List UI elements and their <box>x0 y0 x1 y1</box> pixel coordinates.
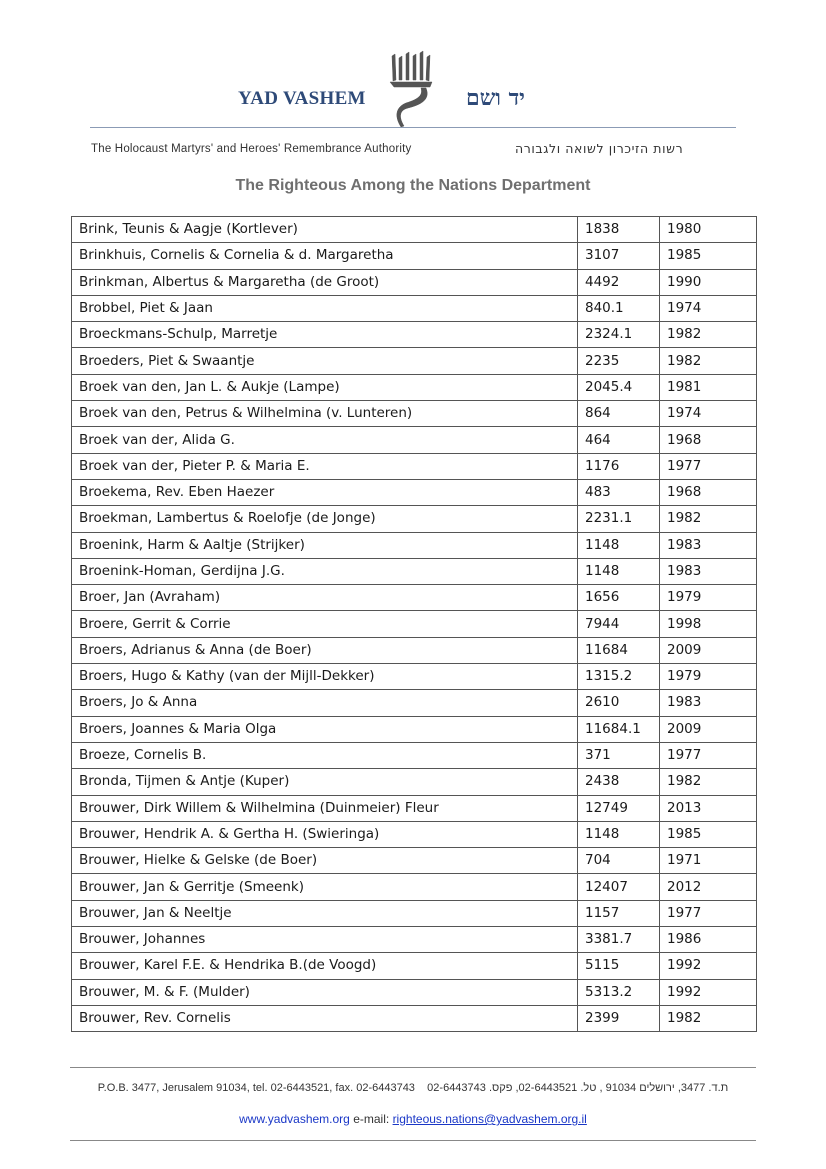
record-file-cell: 1176 <box>578 453 660 479</box>
record-file-cell: 2399 <box>578 1005 660 1031</box>
logo-text-he: יד ושם <box>466 85 525 111</box>
record-year-cell: 1968 <box>660 427 757 453</box>
record-name-cell: Brouwer, Hielke & Gelske (de Boer) <box>72 848 578 874</box>
table-row <box>72 243 757 269</box>
department-title: The Righteous Among the Nations Department <box>235 177 591 194</box>
authority-name-en: The Holocaust Martyrs' and Heroes' Remembrance Authority <box>91 143 412 155</box>
record-name-cell: Bronda, Tijmen & Antje (Kuper) <box>72 769 578 795</box>
record-year-cell: 1977 <box>660 742 757 768</box>
table-row <box>72 506 757 532</box>
record-year-cell: 1974 <box>660 295 757 321</box>
table-row <box>72 401 757 427</box>
record-file-cell: 1315.2 <box>578 664 660 690</box>
record-year-cell: 1977 <box>660 453 757 479</box>
record-year-cell: 1983 <box>660 532 757 558</box>
email-label: e-mail: <box>353 1112 390 1126</box>
record-year-cell: 1983 <box>660 690 757 716</box>
record-name-cell: Brouwer, M. & F. (Mulder) <box>72 979 578 1005</box>
record-name-cell: Brink, Teunis & Aagje (Kortlever) <box>72 217 578 243</box>
table-row <box>72 269 757 295</box>
record-file-cell: 1148 <box>578 532 660 558</box>
record-file-cell: 2324.1 <box>578 322 660 348</box>
record-year-cell: 1982 <box>660 769 757 795</box>
footer-contact <box>0 1112 826 1126</box>
record-year-cell: 1982 <box>660 506 757 532</box>
record-file-cell: 840.1 <box>578 295 660 321</box>
authority-name-he: רשות הזיכרון לשואה ולגבורה <box>515 141 684 156</box>
table-row <box>72 611 757 637</box>
table-row <box>72 742 757 768</box>
table-row <box>72 427 757 453</box>
table-row <box>72 217 757 243</box>
record-file-cell: 11684 <box>578 637 660 663</box>
table-row <box>72 690 757 716</box>
record-year-cell: 1998 <box>660 611 757 637</box>
address-he: ת.ד. 3477, ירושלים 91034 , טל. 02-6443521, פקס. 02-6443743 <box>427 1082 729 1094</box>
table-row <box>72 348 757 374</box>
record-name-cell: Brouwer, Hendrik A. & Gertha H. (Swieringa) <box>72 821 578 847</box>
record-year-cell: 1968 <box>660 479 757 505</box>
record-name-cell: Broenink-Homan, Gerdijna J.G. <box>72 558 578 584</box>
record-file-cell: 5115 <box>578 953 660 979</box>
record-name-cell: Broers, Joannes & Maria Olga <box>72 716 578 742</box>
record-year-cell: 1985 <box>660 243 757 269</box>
record-name-cell: Broers, Jo & Anna <box>72 690 578 716</box>
record-name-cell: Broek van der, Alida G. <box>72 427 578 453</box>
record-file-cell: 2610 <box>578 690 660 716</box>
record-name-cell: Brouwer, Jan & Neeltje <box>72 900 578 926</box>
table-row <box>72 795 757 821</box>
table-row <box>72 1005 757 1031</box>
record-name-cell: Broekman, Lambertus & Roelofje (de Jonge) <box>72 506 578 532</box>
record-name-cell: Brouwer, Johannes <box>72 927 578 953</box>
record-year-cell: 2009 <box>660 716 757 742</box>
record-file-cell: 864 <box>578 401 660 427</box>
record-name-cell: Broers, Adrianus & Anna (de Boer) <box>72 637 578 663</box>
record-file-cell: 12749 <box>578 795 660 821</box>
record-year-cell: 1980 <box>660 217 757 243</box>
table-row <box>72 374 757 400</box>
record-year-cell: 1986 <box>660 927 757 953</box>
record-name-cell: Brobbel, Piet & Jaan <box>72 295 578 321</box>
record-name-cell: Brouwer, Karel F.E. & Hendrika B.(de Voogd) <box>72 953 578 979</box>
record-year-cell: 1979 <box>660 585 757 611</box>
record-name-cell: Broer, Jan (Avraham) <box>72 585 578 611</box>
record-year-cell: 2013 <box>660 795 757 821</box>
table-row <box>72 479 757 505</box>
table-row <box>72 927 757 953</box>
righteous-records-table <box>71 216 757 1032</box>
record-year-cell: 1977 <box>660 900 757 926</box>
record-name-cell: Broers, Hugo & Kathy (van der Mijll-Dekker) <box>72 664 578 690</box>
record-year-cell: 1992 <box>660 953 757 979</box>
table-row <box>72 664 757 690</box>
email-link[interactable]: righteous.nations@yadvashem.org.il <box>392 1112 587 1126</box>
letterhead <box>0 0 826 200</box>
record-name-cell: Broeze, Cornelis B. <box>72 742 578 768</box>
table-row <box>72 848 757 874</box>
record-name-cell: Broeders, Piet & Swaantje <box>72 348 578 374</box>
record-name-cell: Brinkman, Albertus & Margaretha (de Groot) <box>72 269 578 295</box>
record-file-cell: 483 <box>578 479 660 505</box>
record-year-cell: 1979 <box>660 664 757 690</box>
record-name-cell: Brouwer, Jan & Gerritje (Smeenk) <box>72 874 578 900</box>
record-year-cell: 1982 <box>660 1005 757 1031</box>
record-name-cell: Broeckmans-Schulp, Marretje <box>72 322 578 348</box>
record-year-cell: 2012 <box>660 874 757 900</box>
record-name-cell: Broekema, Rev. Eben Haezer <box>72 479 578 505</box>
record-file-cell: 2231.1 <box>578 506 660 532</box>
record-name-cell: Broenink, Harm & Aaltje (Strijker) <box>72 532 578 558</box>
table-row <box>72 453 757 479</box>
record-year-cell: 2009 <box>660 637 757 663</box>
record-file-cell: 1148 <box>578 558 660 584</box>
record-file-cell: 1838 <box>578 217 660 243</box>
record-file-cell: 1148 <box>578 821 660 847</box>
record-name-cell: Broek van den, Petrus & Wilhelmina (v. Lunteren) <box>72 401 578 427</box>
record-name-cell: Broek van der, Pieter P. & Maria E. <box>72 453 578 479</box>
record-year-cell: 1982 <box>660 322 757 348</box>
footer-address <box>0 1082 826 1094</box>
records-table-body <box>72 217 757 1032</box>
record-file-cell: 1157 <box>578 900 660 926</box>
table-row <box>72 874 757 900</box>
footer-divider-bottom <box>70 1140 756 1141</box>
record-year-cell: 1992 <box>660 979 757 1005</box>
table-row <box>72 637 757 663</box>
website-link[interactable]: www.yadvashem.org <box>239 1112 350 1126</box>
table-row <box>72 716 757 742</box>
record-file-cell: 2438 <box>578 769 660 795</box>
record-file-cell: 7944 <box>578 611 660 637</box>
logo-text-en: YAD VASHEM <box>238 88 366 109</box>
record-file-cell: 11684.1 <box>578 716 660 742</box>
footer-divider-top <box>70 1067 756 1068</box>
record-name-cell: Brouwer, Rev. Cornelis <box>72 1005 578 1031</box>
record-file-cell: 12407 <box>578 874 660 900</box>
table-row <box>72 821 757 847</box>
record-year-cell: 1982 <box>660 348 757 374</box>
record-name-cell: Brinkhuis, Cornelis & Cornelia & d. Margaretha <box>72 243 578 269</box>
record-year-cell: 1971 <box>660 848 757 874</box>
table-row <box>72 322 757 348</box>
record-file-cell: 1656 <box>578 585 660 611</box>
table-row <box>72 532 757 558</box>
address-en: P.O.B. 3477, Jerusalem 91034, tel. 02-6443521, fax. 02-6443743 <box>97 1082 415 1094</box>
record-name-cell: Brouwer, Dirk Willem & Wilhelmina (Duinmeier) Fleur <box>72 795 578 821</box>
record-year-cell: 1990 <box>660 269 757 295</box>
table-row <box>72 953 757 979</box>
record-year-cell: 1985 <box>660 821 757 847</box>
record-file-cell: 3381.7 <box>578 927 660 953</box>
record-file-cell: 3107 <box>578 243 660 269</box>
record-name-cell: Broere, Gerrit & Corrie <box>72 611 578 637</box>
record-file-cell: 2045.4 <box>578 374 660 400</box>
record-file-cell: 2235 <box>578 348 660 374</box>
menorah-logo-icon <box>386 50 442 130</box>
record-file-cell: 704 <box>578 848 660 874</box>
record-name-cell: Broek van den, Jan L. & Aukje (Lampe) <box>72 374 578 400</box>
table-row <box>72 558 757 584</box>
record-file-cell: 464 <box>578 427 660 453</box>
record-file-cell: 5313.2 <box>578 979 660 1005</box>
table-row <box>72 769 757 795</box>
record-year-cell: 1983 <box>660 558 757 584</box>
table-row <box>72 900 757 926</box>
record-year-cell: 1974 <box>660 401 757 427</box>
record-file-cell: 4492 <box>578 269 660 295</box>
table-row <box>72 585 757 611</box>
table-row <box>72 979 757 1005</box>
record-year-cell: 1981 <box>660 374 757 400</box>
table-row <box>72 295 757 321</box>
header-divider <box>90 127 736 128</box>
record-file-cell: 371 <box>578 742 660 768</box>
